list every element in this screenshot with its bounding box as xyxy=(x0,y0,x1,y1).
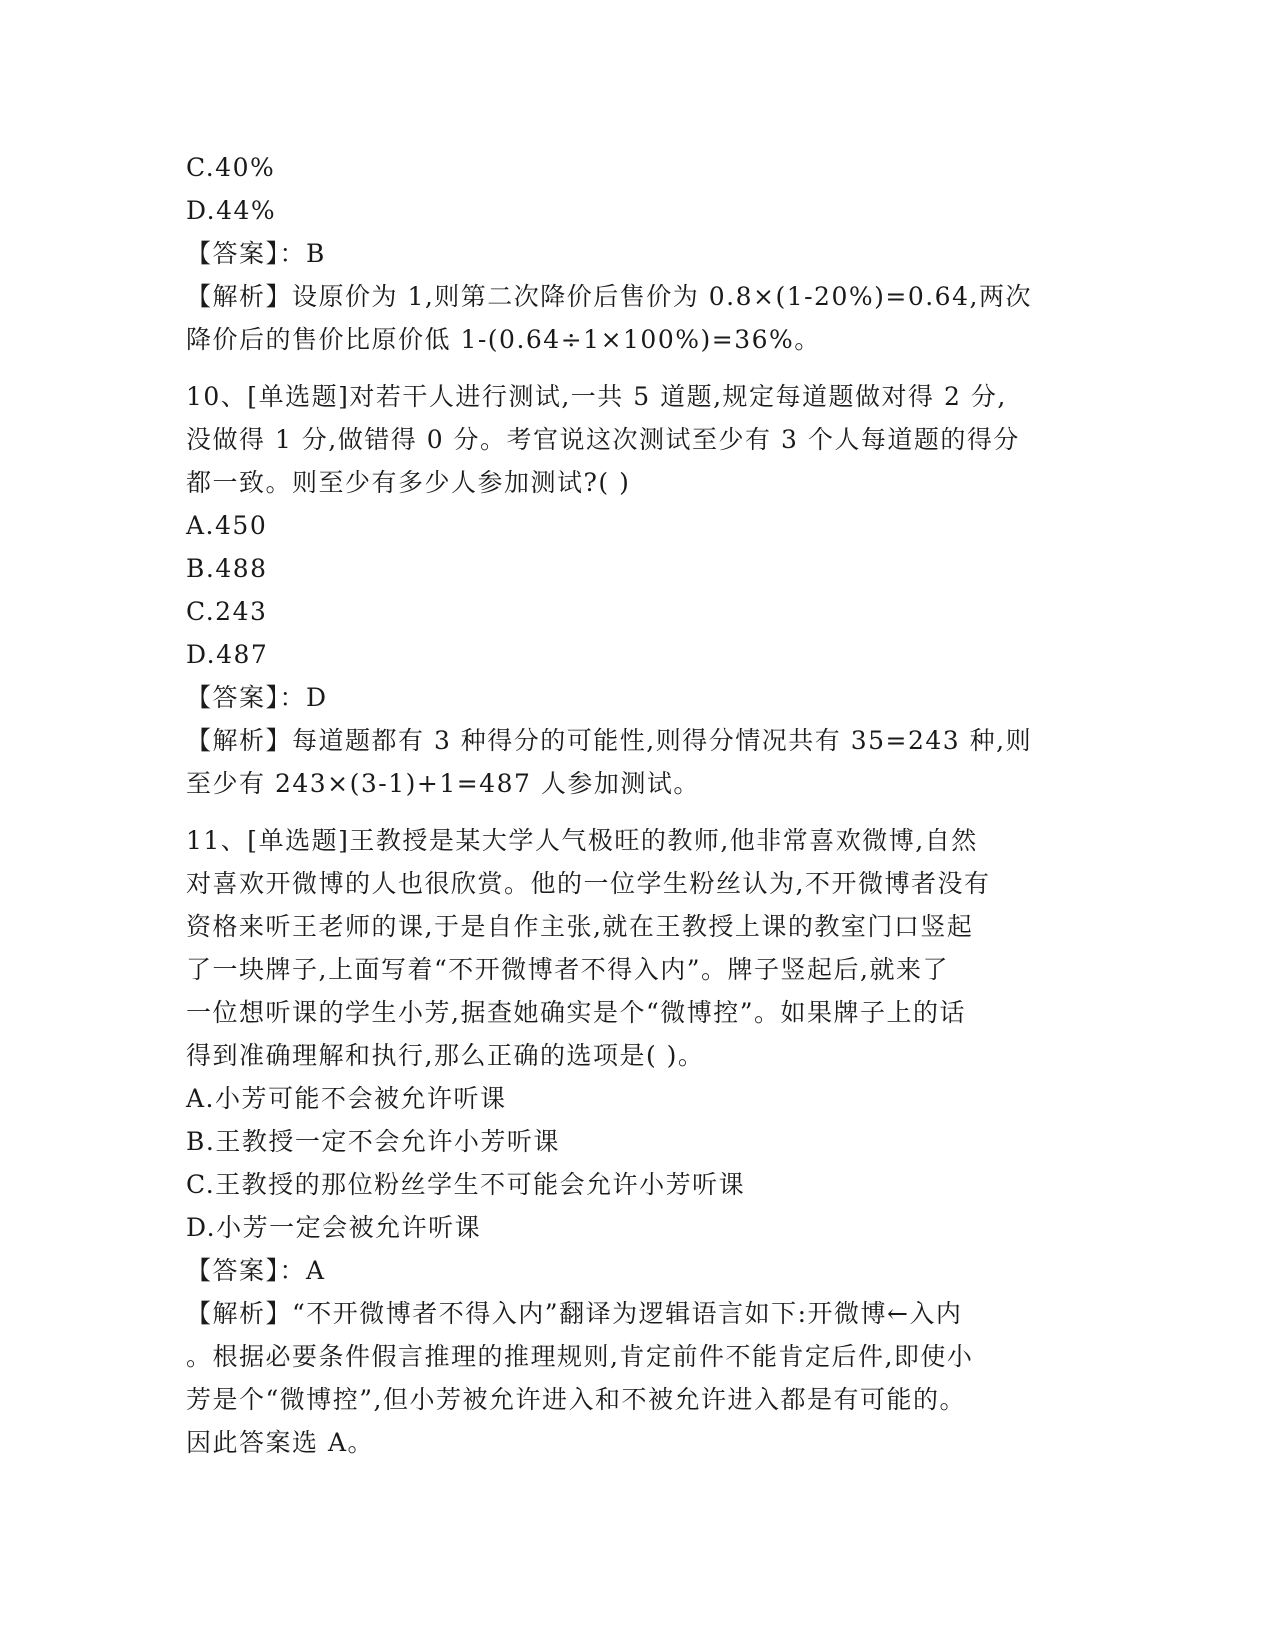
explanation-line: 【解析】设原价为 1,则第二次降价后售价为 0.8×(1-20%)=0.64,两次 xyxy=(186,282,1032,311)
explanation-line: 降价后的售价比原价低 1-(0.64÷1×100%)=36%。 xyxy=(186,325,821,354)
answer-line: 【答案】：B xyxy=(186,239,326,268)
question-stem-line: 一位想听课的学生小芳,据查她确实是个“微博控”。如果牌子上的话 xyxy=(186,998,967,1027)
answer-line: 【答案】：D xyxy=(186,683,328,712)
question-stem-line: 11、[单选题]王教授是某大学人气极旺的教师,他非常喜欢微博,自然 xyxy=(186,826,978,855)
question-stem-line: 10、[单选题]对若干人进行测试,一共 5 道题,规定每道题做对得 2 分, xyxy=(186,382,1007,411)
option-c: C.243 xyxy=(186,597,268,626)
spacer xyxy=(186,805,1076,819)
question-stem-line: 得到准确理解和执行,那么正确的选项是( )。 xyxy=(186,1041,705,1070)
option-b: B.488 xyxy=(186,554,268,583)
question-stem-line: 对喜欢开微博的人也很欣赏。他的一位学生粉丝认为,不开微博者没有 xyxy=(186,869,991,898)
option-d: D.小芳一定会被允许听课 xyxy=(186,1213,482,1242)
option-d: D.44% xyxy=(186,196,277,225)
spacer xyxy=(186,361,1076,375)
explanation-line: 芳是个“微博控”,但小芳被允许进入和不被允许进入都是有可能的。 xyxy=(186,1385,967,1414)
option-b: B.王教授一定不会允许小芳听课 xyxy=(186,1127,560,1156)
option-a: A.450 xyxy=(186,511,268,540)
explanation-line: 至少有 243×(3-1)+1=487 人参加测试。 xyxy=(186,769,700,798)
explanation-line: 【解析】“不开微博者不得入内”翻译为逻辑语言如下:开微博←入内 xyxy=(186,1299,963,1328)
option-a: A.小芳可能不会被允许听课 xyxy=(186,1084,507,1113)
document-content xyxy=(186,146,1076,1464)
option-d: D.487 xyxy=(186,640,269,669)
question-stem-line: 没做得 1 分,做错得 0 分。考官说这次测试至少有 3 个人每道题的得分 xyxy=(186,425,1020,454)
option-c: C.王教授的那位粉丝学生不可能会允许小芳听课 xyxy=(186,1170,746,1199)
question-stem-line: 都一致。则至少有多少人参加测试?( ) xyxy=(186,468,631,497)
question-stem-line: 了一块牌子,上面写着“不开微博者不得入内”。牌子竖起后,就来了 xyxy=(186,955,949,984)
explanation-line: 因此答案选 A。 xyxy=(186,1428,375,1457)
explanation-line: 【解析】每道题都有 3 种得分的可能性,则得分情况共有 35=243 种,则 xyxy=(186,726,1033,755)
explanation-line: 。根据必要条件假言推理的推理规则,肯定前件不能肯定后件,即使小 xyxy=(186,1342,974,1371)
answer-line: 【答案】：A xyxy=(186,1256,326,1285)
question-stem-line: 资格来听王老师的课,于是自作主张,就在王教授上课的教室门口竖起 xyxy=(186,912,974,941)
option-c: C.40% xyxy=(186,153,276,182)
